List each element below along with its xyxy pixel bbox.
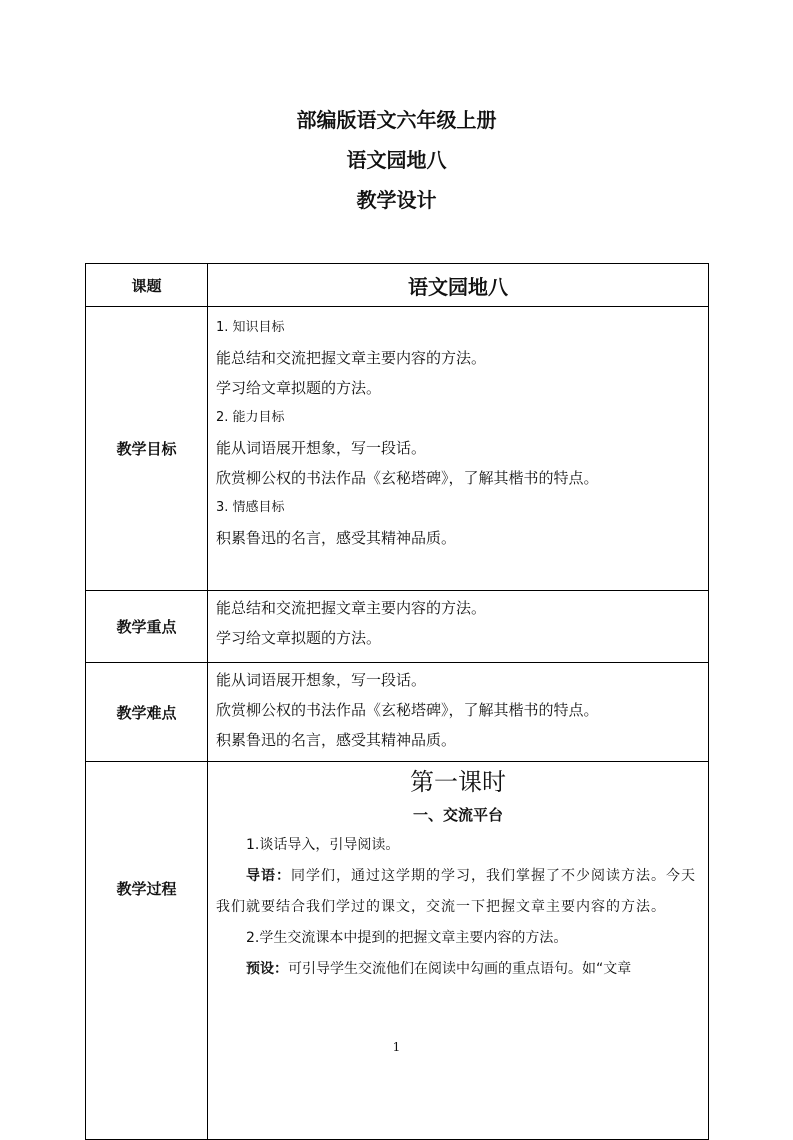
- goals-label: 教学目标: [86, 307, 208, 591]
- goal-item: 欣赏柳公权的书法作品《玄秘塔碑》，了解其楷书的特点。: [216, 469, 599, 487]
- lesson-plan-table: [85, 263, 709, 1140]
- preset-label: 预设：: [246, 961, 288, 977]
- title-line-3: 教学设计: [356, 188, 437, 212]
- table-row-process: [86, 762, 709, 1140]
- guide-label: 导语：: [246, 868, 291, 884]
- step-1: 1.谈话导入，引导阅读。: [246, 837, 400, 853]
- goal-item: 学习给文章拟题的方法。: [216, 379, 382, 397]
- goal-ability-heading: 2. 能力目标: [216, 410, 285, 425]
- goal-emotion-heading: 3. 情感目标: [216, 500, 285, 515]
- guide-paragraph: [216, 861, 700, 923]
- title-line-1: 部编版语文六年级上册: [296, 108, 497, 132]
- process-cell: [208, 762, 709, 1140]
- page-number: 1: [392, 1040, 401, 1054]
- key-point-item: 能总结和交流把握文章主要内容的方法。: [216, 599, 487, 617]
- goals-cell: [208, 307, 709, 591]
- table-row-goals: [86, 307, 709, 591]
- difficulties-cell: [208, 663, 709, 762]
- preset-text: 可引导学生交流他们在阅读中勾画的重点语句。如“文章: [288, 961, 632, 977]
- key-point-item: 学习给文章拟题的方法。: [216, 629, 382, 647]
- table-row-key-points: [86, 591, 709, 663]
- step-2: 2.学生交流课本中提到的把握文章主要内容的方法。: [246, 930, 568, 946]
- topic-label: 课题: [86, 264, 208, 307]
- table-row-topic: [86, 264, 709, 307]
- guide-text: 同学们，通过这学期的学习，我们掌握了不少阅读方法。今天我们就要结合我们学过的课文，交流一下把握文章主要内容的方法。: [216, 868, 696, 915]
- lesson-title: 第一课时: [410, 768, 506, 796]
- topic-value: 语文园地八: [208, 264, 709, 307]
- key-points-label: 教学重点: [86, 591, 208, 663]
- goal-item: 积累鲁迅的名言，感受其精神品质。: [216, 529, 457, 547]
- section-title: 一、交流平台: [412, 806, 503, 824]
- difficulty-item: 积累鲁迅的名言，感受其精神品质。: [216, 731, 457, 749]
- difficulty-item: 能从词语展开想象，写一段话。: [216, 671, 427, 689]
- difficulty-item: 欣赏柳公权的书法作品《玄秘塔碑》，了解其楷书的特点。: [216, 701, 599, 719]
- title-line-2: 语文园地八: [346, 148, 447, 172]
- key-points-cell: [208, 591, 709, 663]
- document-title-block: [0, 100, 793, 220]
- difficulties-label: 教学难点: [86, 663, 208, 762]
- preset-paragraph: [216, 954, 700, 985]
- goal-item: 能从词语展开想象，写一段话。: [216, 439, 427, 457]
- table-row-difficulties: [86, 663, 709, 762]
- goal-item: 能总结和交流把握文章主要内容的方法。: [216, 349, 487, 367]
- goal-knowledge-heading: 1. 知识目标: [216, 320, 285, 335]
- process-label: 教学过程: [86, 762, 208, 1140]
